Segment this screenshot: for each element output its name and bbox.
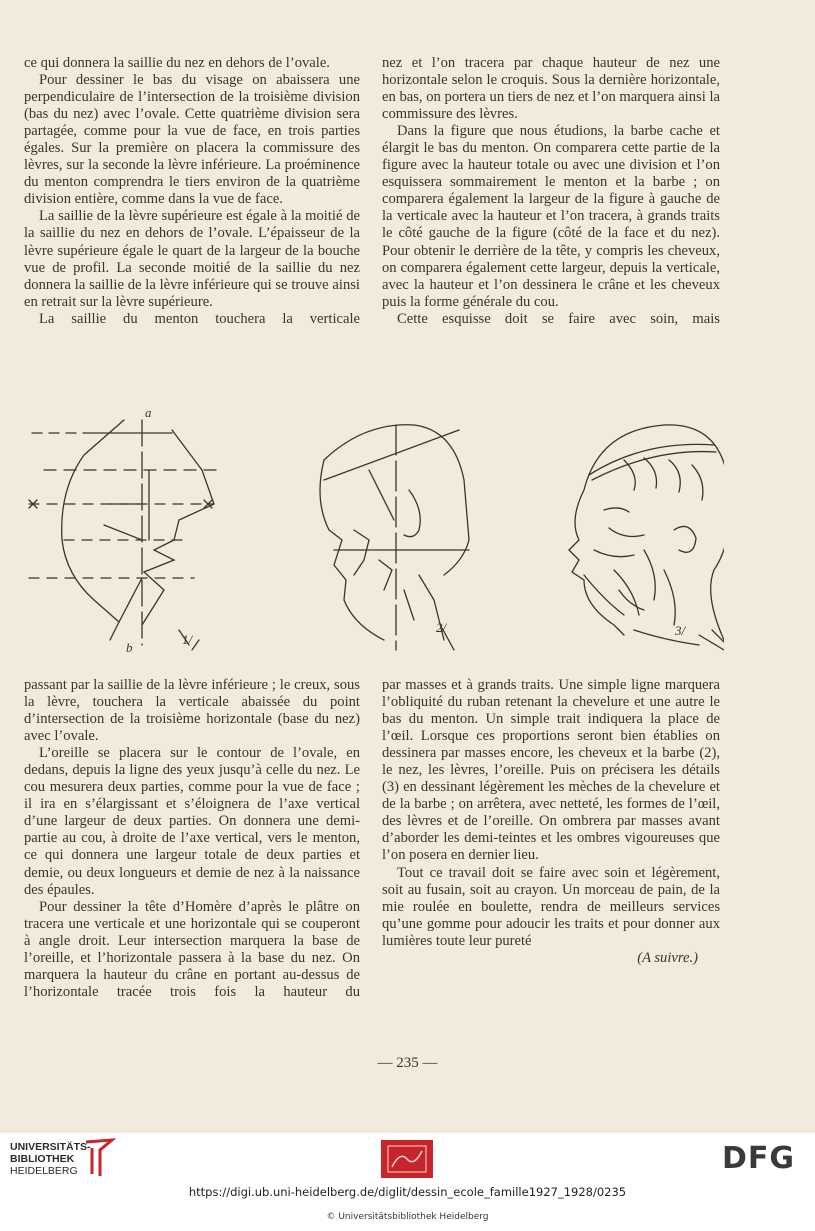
digital-collections-logo-icon[interactable]: [380, 1139, 434, 1179]
source-url-link[interactable]: https://digi.ub.uni-heidelberg.de/diglit/dessin_ecole_famille1927_1928/0235: [188, 1185, 627, 1199]
paragraph: Dans la figure que nous étudions, la barbe cache et élargit le bas du menton. On comparera cette partie de la figure avec la hauteur totale ou avec une division et l’on esquissera sommairement le menton et la barbe ; on comparera également la largeur de la figure à gauche de la verticale avec la hauteur et l’on tracera, à grands traits le côté gauche de la figure (côté de la face et du nez). Pour obtenir le derrière de la tête, y compris les cheveux, on comparera également cette largeur, depuis la verticale, avec la hauteur et l’on dessinera le crâne et les cheveux puis la forme générale du cou.: [382, 123, 720, 310]
text-column-top-left: [24, 55, 360, 328]
figure-2-massing: [320, 425, 469, 650]
figure-label-b: b: [126, 640, 133, 655]
figure-3-homer-profile: [569, 425, 724, 650]
library-line-1: UNIVERSITÄTS-: [10, 1141, 91, 1153]
paragraph: Cette esquisse doit se faire avec soin, mais: [397, 310, 720, 327]
dfg-logo[interactable]: DFG: [722, 1141, 796, 1176]
paragraph: nez et l’on tracera par chaque hauteur de nez une horizontale selon le croquis. Sous la dernière horizontale, en bas, on portera un tiers de nez et l’on marquera ainsi la commissure des lèvres.: [382, 55, 720, 123]
paragraph: ce qui donnera la saillie du nez en dehors de l’ovale.: [24, 55, 330, 71]
paragraph: Pour dessiner la tête d’Homère d’après le plâtre on tracera une verticale et une horizontale qui se couperont à angle droit. Leur intersection marquera la base de l’oreille, et l’horizontale passera à la base du nez. On marquera la hauteur du crâne en portant au-dessus de l’horizontale tracée trois fois la hauteur du: [24, 898, 360, 1000]
library-line-2: BIBLIOTHEK: [10, 1153, 75, 1165]
copyright-notice: © Universitätsbibliothek Heidelberg: [326, 1212, 489, 1222]
figure-1-construction: [29, 420, 224, 650]
figure-label-2: 2/: [436, 620, 447, 635]
paragraph: Pour dessiner le bas du visage on abaissera une perpendiculaire de l’intersection de la troisième division (bas du nez) avec l’ovale. Cette quatrième division sera partagée, comme pour la vue de face, en trois parties égales. Sur la première on placera la commissure des lèvres, sur la seconde la lèvre inférieure. La proéminence du menton comprendra le tiers environ de la quatrième division entière, comme dans la vue de face.: [24, 72, 360, 208]
figure-label-3: 3/: [675, 623, 686, 638]
ub-heidelberg-logo-icon[interactable]: [82, 1138, 116, 1178]
figure-label-a: a: [145, 405, 152, 420]
paragraph: Tout ce travail doit se faire avec soin et légèrement, soit au fusain, soit au crayon. Un morceau de pain, de la mie roulée en boulette, rendra de meilleurs services qu’une gomme pour adoucir les traits et pour donner aux lumières toute leur pureté: [382, 864, 720, 949]
library-name: [10, 1141, 91, 1177]
paragraph: passant par la saillie de la lèvre inférieure ; le creux, sous la lèvre, touchera la verticale abaissée du point d’intersection de la troisième horizontale (base du nez) avec l’ovale.: [24, 677, 360, 745]
paragraph: La saillie de la lèvre supérieure est égale à la moitié de la saillie du nez en dehors de l’ovale. L’épaisseur de la lèvre supérieure égale le quart de la largeur de la bouche vue de profil. La seconde moitié de la saillie du nez donnera la saillie de la lèvre inférieure qui se trouve ainsi en retrait sur la lèvre supérieure.: [24, 208, 360, 310]
library-line-3: HEIDELBERG: [10, 1165, 78, 1177]
paragraph: par masses et à grands traits. Une simple ligne marquera l’obliquité du ruban retenant la chevelure et une autre le bas du menton. Un simple trait indiquera la place de l’œil. Lorsque ces proportions seront bien établies on dessinera par masses encore, les cheveux et la barbe (2), le nez, les lèvres, l’oreille. Puis on précisera les détails (3) en dessinant légèrement les mèches de la chevelure et de la barbe ; on arrêtera, avec netteté, les formes de l’œil, des lèvres et de l’oreille. On ombrera par masses avant d’aborder les demi-teintes et les ombres vigoureuses que l’on posera en dernier lieu.: [382, 677, 720, 864]
page-number: — 235 —: [377, 1055, 438, 1071]
paragraph: L’oreille se placera sur le contour de l’ovale, en dedans, depuis la ligne des yeux jusqu’à celle du nez. Le cou mesurera deux parties, comme pour la vue de face ; il ira en s’élargissant et s’éloignera de l’axe vertical d’une largeur de deux parties. On donnera une demi-partie au cou, à droite de l’axe vertical, vers le menton, ce qui donnera une largeur totale de deux parties et demie, ou deux longueurs et demie de nez à la naissance des épaules.: [24, 745, 360, 898]
paragraph: La saillie du menton touchera la verticale: [39, 310, 360, 327]
paragraph: (A suivre.): [637, 949, 698, 966]
homer-head-figures: [24, 400, 724, 670]
figure-label-1: 1/: [182, 632, 193, 647]
text-column-top-right: [382, 55, 720, 328]
text-column-bottom-right: [382, 677, 720, 967]
text-column-bottom-left: [24, 677, 360, 1001]
